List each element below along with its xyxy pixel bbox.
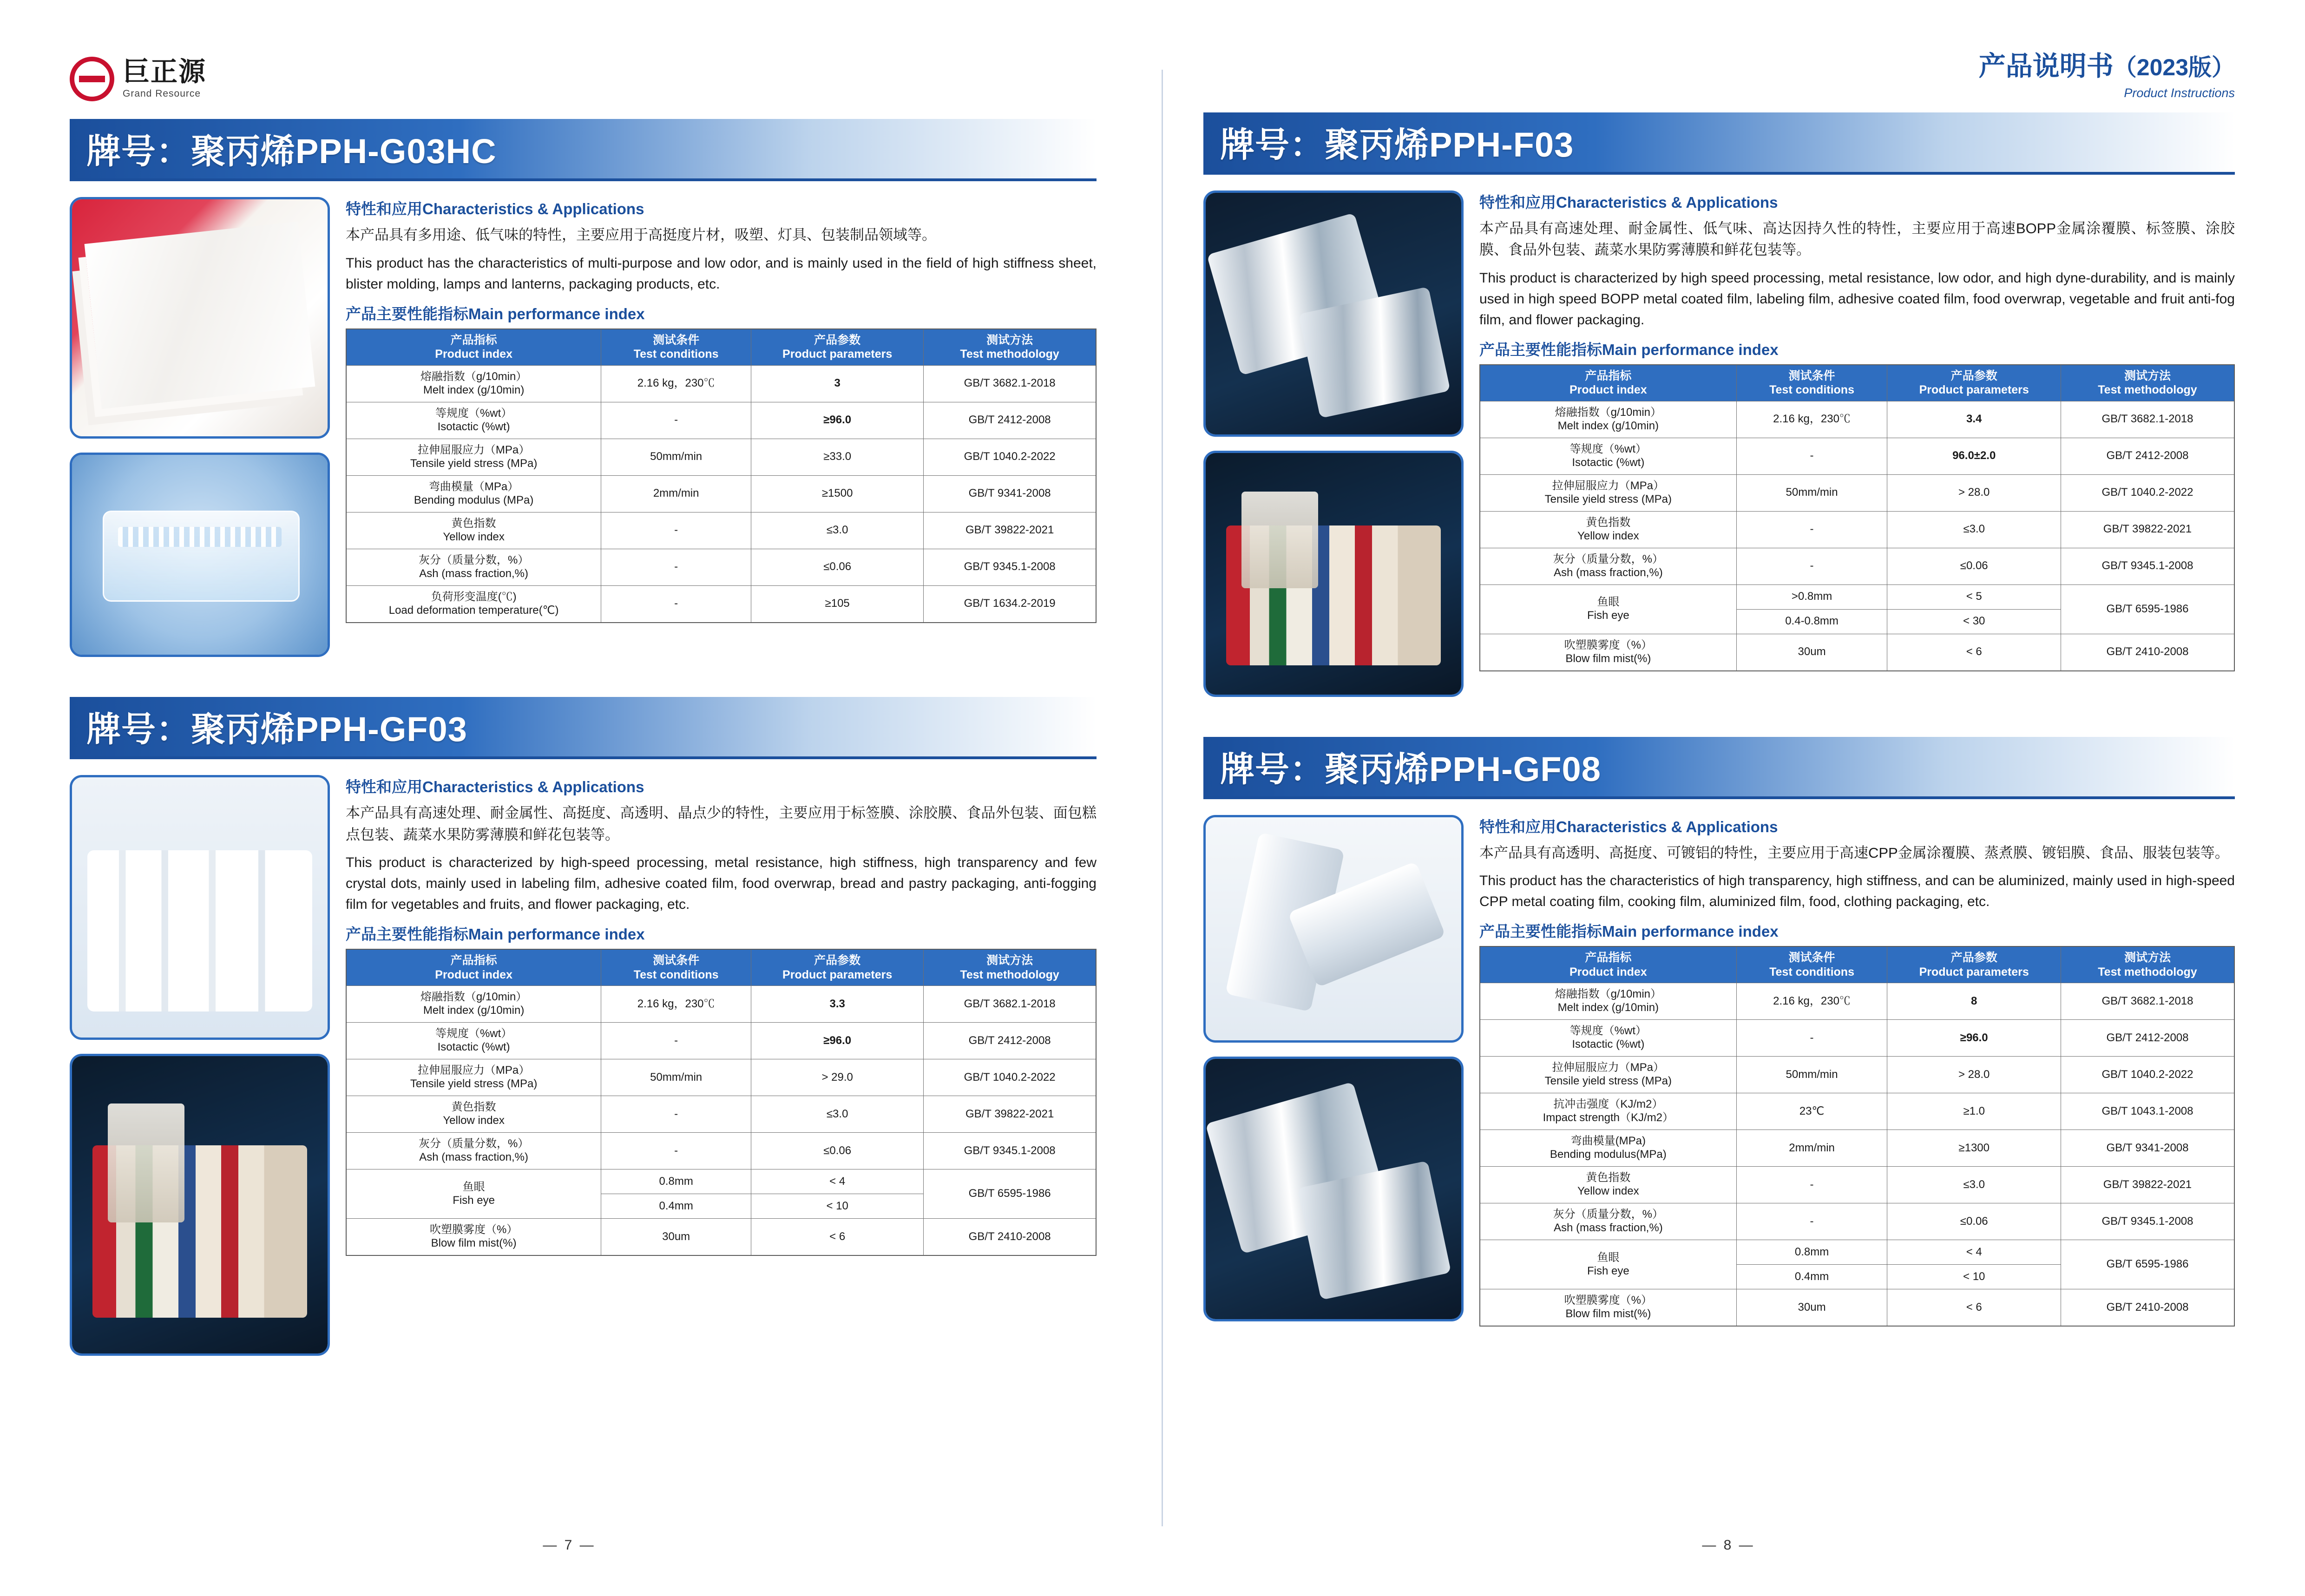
section-title-bar (1203, 737, 2235, 796)
col-product-index: 产品指标 Product index (1480, 946, 1736, 983)
performance-heading: 产品主要性能指标Main performance index (346, 305, 645, 322)
section-title: 牌号：聚丙烯PPH-GF03 (86, 710, 467, 749)
table-row: 黄色指数 Yellow index - ≤3.0 GB/T 39822-2021 (1480, 511, 2234, 548)
plastic-sheet-photo (70, 197, 330, 439)
section-title-bar (1203, 112, 2235, 172)
table-row: 0.4mm < 10 (1480, 1265, 2234, 1289)
description-en: This product has the characteristics of high transparency, high stiffness, and can be aluminized, mainly used in high-speed CPP metal coating film, cooking film, aluminized film, food, clothing packaging, etc. (1479, 873, 2235, 910)
col-test-conditions: 测试条件 Test conditions (601, 949, 751, 986)
photo-column (1203, 190, 1464, 697)
table-row: 0.4mm < 10 (346, 1194, 1096, 1219)
col-product-parameters: 产品参数 Product parameters (1887, 365, 2061, 401)
doc-version: （2023版） (2113, 54, 2235, 80)
white-film-tubes-photo (1203, 815, 1464, 1043)
photo-column (1203, 815, 1464, 1327)
table-row: 吹塑膜雾度（%） Blow film mist(%) 30um < 6 GB/T 2410-2008 (346, 1219, 1096, 1256)
title-underline (70, 178, 1097, 181)
circle-bar-logo-icon (70, 57, 114, 101)
col-product-parameters: 产品参数 Product parameters (1887, 946, 2061, 983)
table-header-row (1480, 946, 2234, 983)
performance-heading: 产品主要性能指标Main performance index (1479, 341, 1779, 358)
table-row: 拉伸屈服应力（MPa） Tensile yield stress (MPa) 50mm/min > 28.0 GB/T 1040.2-2022 (1480, 474, 2234, 511)
table-row: 拉伸屈服应力（MPa） Tensile yield stress (MPa) 50mm/min > 29.0 GB/T 1040.2-2022 (346, 1059, 1096, 1096)
table-row: 鱼眼 Fish eye 0.8mm < 4 GB/T 6595-1986 (346, 1169, 1096, 1194)
table-row: 灰分（质量分数，%） Ash (mass fraction,%) - ≤0.06 GB/T 9345.1-2008 (346, 1133, 1096, 1169)
table-row: 灰分（质量分数，%） Ash (mass fraction,%) - ≤0.06 GB/T 9345.1-2008 (1480, 548, 2234, 585)
section-body (70, 197, 1097, 657)
table-row: 弯曲模量（MPa） Bending modulus (MPa) 2mm/min ≥1500 GB/T 9341-2008 (346, 475, 1096, 512)
spec-table (346, 949, 1097, 1256)
performance-heading: 产品主要性能指标Main performance index (346, 926, 645, 943)
table-row: 等规度（%wt） Isotactic (%wt) - ≥96.0 GB/T 2412-2008 (346, 402, 1096, 439)
col-test-conditions: 测试条件 Test conditions (1736, 946, 1887, 983)
metallized-film-rolls-photo (1203, 190, 1464, 437)
table-row: 黄色指数 Yellow index - ≤3.0 GB/T 39822-2021 (346, 1096, 1096, 1133)
packaged-goods-display-photo (70, 1054, 330, 1356)
spec-table (1479, 364, 2235, 671)
packaged-goods-rolls-photo (1203, 451, 1464, 697)
characteristics-heading: 特性和应用Characteristics & Applications (1479, 193, 1778, 211)
section-title-bar (70, 697, 1097, 756)
col-product-index: 产品指标 Product index (346, 949, 601, 986)
col-product-parameters: 产品参数 Product parameters (751, 329, 924, 366)
characteristics-heading: 特性和应用Characteristics & Applications (346, 778, 644, 795)
table-row: 灰分（质量分数，%） Ash (mass fraction,%) - ≤0.06 GB/T 9345.1-2008 (346, 549, 1096, 585)
title-underline (1203, 796, 2235, 799)
title-underline (70, 756, 1097, 759)
photo-column (70, 775, 330, 1356)
brand-logo (70, 51, 1097, 107)
description-en: This product is characterized by high-speed processing, metal resistance, high stiffness, high transparency and few crystal dots, mainly used in labeling film, adhesive coated film, food overwrap, bread and pastry packaging, anti-fogging film for vegetables and fruits, and flower packaging, etc. (346, 855, 1097, 912)
section-body (1203, 815, 2235, 1327)
col-test-methodology: 测试方法 Test methodology (924, 329, 1096, 366)
table-header-row (346, 329, 1096, 366)
col-test-methodology: 测试方法 Test methodology (924, 949, 1096, 986)
silver-metallized-rolls-photo (1203, 1057, 1464, 1321)
col-product-index: 产品指标 Product index (1480, 365, 1736, 401)
col-test-conditions: 测试条件 Test conditions (601, 329, 751, 366)
title-underline (1203, 172, 2235, 175)
description-cn: 本产品具有高速处理、耐金属性、低气味、高达因持久性的特性，主要应用于高速BOPP金属涂覆膜、标签膜、涂胶膜、食品外包装、蔬菜水果防雾薄膜和鲜花包装等。 (1479, 220, 2235, 258)
description-en: This product is characterized by high speed processing, metal resistance, low odor, and high dyne-durability, and is mainly used in high speed BOPP metal coated film, labeling film, adhesive coated film, food overwrap, vegetable and fruit anti-fog film, and flower packaging. (1479, 270, 2235, 328)
table-row: 拉伸屈服应力（MPa） Tensile yield stress (MPa) 50mm/min > 28.0 GB/T 1040.2-2022 (1480, 1057, 2234, 1093)
description-cn: 本产品具有多用途、低气味的特性，主要应用于高挺度片材，吸塑、灯具、包装制品领域等。 (346, 227, 936, 243)
document-header (1203, 51, 2235, 100)
table-header-row (1480, 365, 2234, 401)
table-row: 熔融指数（g/10min） Melt index (g/10min) 2.16 kg，230℃ 3.3 GB/T 3682.1-2018 (346, 986, 1096, 1023)
section-title: 牌号：聚丙烯PPH-F03 (1220, 125, 1574, 164)
section-title: 牌号：聚丙烯PPH-GF08 (1220, 749, 1601, 788)
page-right (1152, 0, 2305, 1596)
table-row: 等规度（%wt） Isotactic (%wt) - ≥96.0 GB/T 2412-2008 (1480, 1020, 2234, 1057)
spec-table (346, 328, 1097, 623)
section-title-bar (70, 119, 1097, 178)
table-row: 熔融指数（g/10min） Melt index (g/10min) 2.16 kg，230℃ 8 GB/T 3682.1-2018 (1480, 983, 2234, 1020)
table-row: 负荷形变温度(℃) Load deformation temperature(℃) - ≥105 GB/T 1634.2-2019 (346, 585, 1096, 623)
description-cn: 本产品具有高速处理、耐金属性、高挺度、高透明、晶点少的特性，主要应用于标签膜、涂胶膜、食品外包装、面包糕点包装、蔬菜水果防雾薄膜和鲜花包装等。 (346, 805, 1097, 843)
table-row: 吹塑膜雾度（%） Blow film mist(%) 30um < 6 GB/T 2410-2008 (1480, 634, 2234, 671)
col-test-methodology: 测试方法 Test methodology (2061, 365, 2234, 401)
table-row: 拉伸屈服应力（MPa） Tensile yield stress (MPa) 50mm/min ≥33.0 GB/T 1040.2-2022 (346, 439, 1096, 475)
col-test-methodology: 测试方法 Test methodology (2061, 946, 2234, 983)
doc-title-en: Product Instructions (2124, 85, 2235, 100)
text-column (1479, 190, 2235, 697)
performance-heading: 产品主要性能指标Main performance index (1479, 923, 1779, 940)
table-row: 吹塑膜雾度（%） Blow film mist(%) 30um < 6 GB/T 2410-2008 (1480, 1289, 2234, 1327)
col-product-index: 产品指标 Product index (346, 329, 601, 366)
table-row: 鱼眼 Fish eye 0.8mm < 4 GB/T 6595-1986 (1480, 1240, 2234, 1265)
text-column (346, 775, 1097, 1356)
section-title: 牌号：聚丙烯PPH-G03HC (86, 132, 497, 171)
table-header-row (346, 949, 1096, 986)
table-row: 鱼眼 Fish eye >0.8mm < 5 GB/T 6595-1986 (1480, 585, 2234, 609)
col-test-conditions: 测试条件 Test conditions (1736, 365, 1887, 401)
brand-name-cn: 巨正源 (123, 57, 207, 87)
table-row: 黄色指数 Yellow index - ≤3.0 GB/T 39822-2021 (346, 512, 1096, 549)
white-film-rolls-photo (70, 775, 330, 1040)
col-product-parameters: 产品参数 Product parameters (751, 949, 924, 986)
page-number-left: — 7 — (543, 1537, 596, 1553)
section-body (70, 775, 1097, 1356)
description-en: This product has the characteristics of multi-purpose and low odor, and is mainly used in the field of high stiffness sheet, blister molding, lamps and lanterns, packaging products, etc. (346, 255, 1097, 292)
table-row: 灰分（质量分数，%） Ash (mass fraction,%) - ≤0.06 GB/T 9345.1-2008 (1480, 1203, 2234, 1240)
page-left (0, 0, 1152, 1596)
table-row: 抗冲击强度（KJ/m2） Impact strength（KJ/m2） 23℃ ≥1.0 GB/T 1043.1-2008 (1480, 1093, 2234, 1130)
doc-title-cn: 产品说明书 (1978, 51, 2114, 81)
photo-column (70, 197, 330, 657)
characteristics-heading: 特性和应用Characteristics & Applications (1479, 818, 1778, 835)
description-cn: 本产品具有高透明、高挺度、可镀铝的特性，主要应用于高速CPP金属涂覆膜、蒸煮膜、镀铝膜、食品、服装包装等。 (1479, 844, 2229, 861)
table-row: 黄色指数 Yellow index - ≤3.0 GB/T 39822-2021 (1480, 1167, 2234, 1203)
table-row: 0.4-0.8mm < 30 (1480, 609, 2234, 634)
table-row: 弯曲模量(MPa) Bending modulus(MPa) 2mm/min ≥1300 GB/T 9341-2008 (1480, 1130, 2234, 1167)
text-column (346, 197, 1097, 657)
brand-name-en: Grand Resource (123, 88, 201, 99)
characteristics-heading: 特性和应用Characteristics & Applications (346, 200, 644, 217)
table-row: 等规度（%wt） Isotactic (%wt) - ≥96.0 GB/T 2412-2008 (346, 1023, 1096, 1059)
text-column (1479, 815, 2235, 1327)
table-row: 熔融指数（g/10min） Melt index (g/10min) 2.16 kg，230℃ 3.4 GB/T 3682.1-2018 (1480, 401, 2234, 438)
page-number-right: — 8 — (1702, 1537, 1755, 1553)
section-body (1203, 190, 2235, 697)
table-row: 等规度（%wt） Isotactic (%wt) - 96.0±2.0 GB/T 2412-2008 (1480, 438, 2234, 474)
spec-table (1479, 946, 2235, 1327)
table-row: 熔融指数（g/10min） Melt index (g/10min) 2.16 kg，230℃ 3 GB/T 3682.1-2018 (346, 365, 1096, 402)
blister-tray-photo (70, 453, 330, 657)
